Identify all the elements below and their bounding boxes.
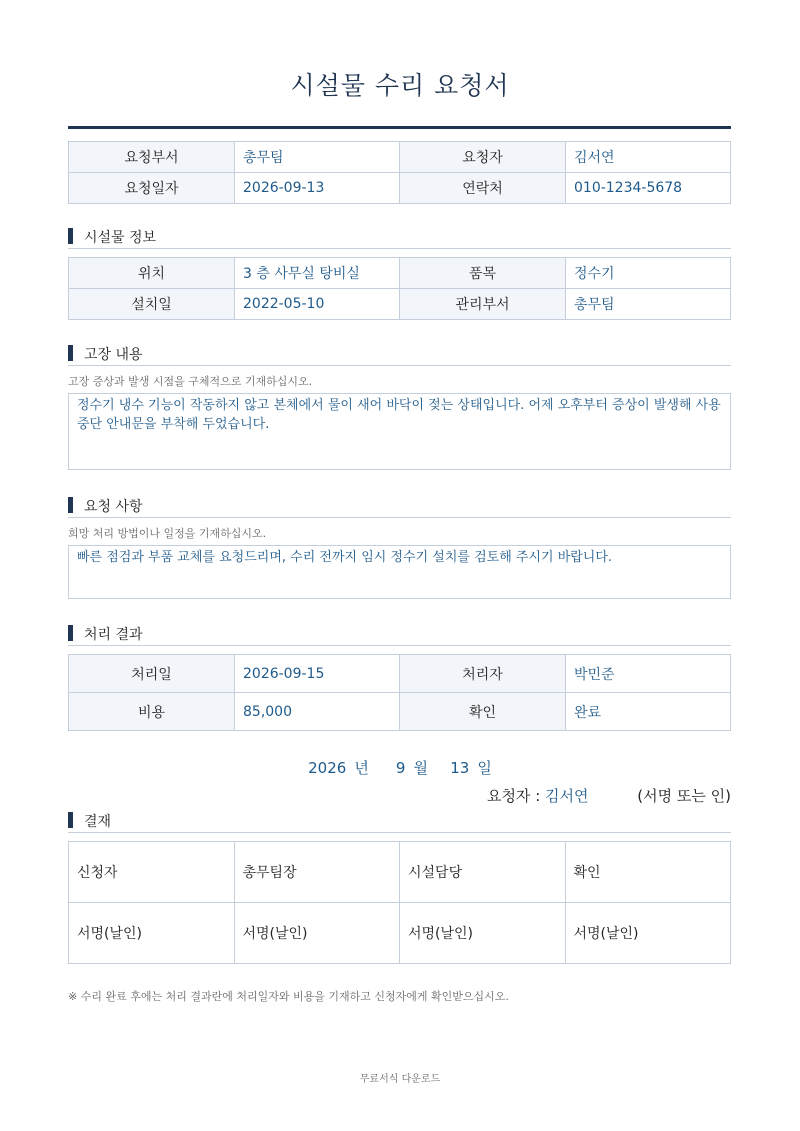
contact-value[interactable]: 010-1234-5678 — [566, 173, 731, 204]
issue-section-title: 고장 내용 — [84, 347, 143, 363]
approval-col-confirm: 확인 — [565, 842, 731, 903]
sign-cell-applicant[interactable]: 서명(날인) — [69, 903, 235, 964]
date-day-unit: 일 — [477, 759, 492, 777]
dept-label: 요청부서 — [69, 142, 235, 173]
completion-note: ※ 수리 완료 후에는 처리 결과란에 처리일자와 비용을 기재하고 신청자에게 확인받으십시오. — [68, 990, 509, 1003]
request-textarea[interactable]: 빠른 점검과 부품 교체를 요청드리며, 수리 전까지 임시 정수기 설치를 검토해 주시기 바랍니다. — [68, 545, 731, 599]
table-row — [69, 173, 731, 204]
result-section-title: 처리 결과 — [84, 627, 143, 643]
request-section-title: 요청 사항 — [84, 499, 143, 515]
requester-value[interactable]: 김서연 — [566, 142, 731, 173]
facility-section-header — [68, 228, 731, 249]
approval-section-header — [68, 812, 731, 833]
item-label: 품목 — [400, 258, 566, 289]
install-date-value[interactable]: 2022-05-10 — [235, 289, 400, 320]
result-section-header — [68, 625, 731, 646]
sign-cell-team-lead[interactable]: 서명(날인) — [234, 903, 400, 964]
contact-label: 연락처 — [400, 173, 566, 204]
signing-date — [0, 757, 800, 778]
section-marker — [68, 497, 73, 513]
request-section-header — [68, 497, 731, 518]
section-marker — [68, 812, 73, 828]
process-date-label: 처리일 — [69, 655, 235, 693]
cost-value[interactable]: 85,000 — [235, 693, 400, 731]
location-label: 위치 — [69, 258, 235, 289]
cost-label: 비용 — [69, 693, 235, 731]
request-hint: 희망 처리 방법이나 일정을 기재하십시오. — [68, 527, 267, 540]
table-row — [69, 655, 731, 693]
approval-col-team-lead: 총무팀장 — [234, 842, 400, 903]
date-year[interactable]: 2026 — [308, 759, 347, 777]
approval-col-facility: 시설담당 — [400, 842, 566, 903]
facility-info-table — [68, 257, 731, 320]
sign-cell-confirm[interactable]: 서명(날인) — [565, 903, 731, 964]
issue-hint: 고장 증상과 발생 시점을 구체적으로 기재하십시오. — [68, 375, 313, 388]
table-row — [69, 842, 731, 903]
manager-dept-label: 관리부서 — [400, 289, 566, 320]
location-value[interactable]: 3 층 사무실 탕비실 — [235, 258, 400, 289]
table-row — [69, 142, 731, 173]
item-value[interactable]: 정수기 — [566, 258, 731, 289]
section-marker — [68, 625, 73, 641]
title-divider — [68, 126, 731, 129]
table-row — [69, 289, 731, 320]
handler-value[interactable]: 박민준 — [566, 655, 731, 693]
date-month[interactable]: 9 — [395, 759, 406, 777]
section-marker — [68, 228, 73, 244]
requester-label: 요청자 — [400, 142, 566, 173]
request-date-label: 요청일자 — [69, 173, 235, 204]
request-date-value[interactable]: 2026-09-13 — [235, 173, 400, 204]
dept-value[interactable]: 총무팀 — [235, 142, 400, 173]
requester-line-name[interactable]: 김서연 — [545, 787, 589, 805]
sign-cell-facility[interactable]: 서명(날인) — [400, 903, 566, 964]
section-marker — [68, 345, 73, 361]
result-table — [68, 654, 731, 731]
requester-line-label: 요청자 : — [486, 787, 541, 805]
approval-table — [68, 841, 731, 964]
process-date-value[interactable]: 2026-09-15 — [235, 655, 400, 693]
table-row — [69, 258, 731, 289]
issue-textarea[interactable]: 정수기 냉수 기능이 작동하지 않고 본체에서 물이 새어 바닥이 젖는 상태입니다. 어제 오후부터 증상이 발생해 사용 중단 안내문을 부착해 두었습니다. — [68, 393, 731, 470]
request-info-table — [68, 141, 731, 204]
table-row — [69, 693, 731, 731]
date-year-unit: 년 — [354, 759, 369, 777]
confirm-label: 확인 — [400, 693, 566, 731]
table-row — [69, 903, 731, 964]
issue-section-header — [68, 345, 731, 366]
install-date-label: 설치일 — [69, 289, 235, 320]
handler-label: 처리자 — [400, 655, 566, 693]
signature-placeholder: (서명 또는 인) — [637, 787, 731, 805]
approval-col-applicant: 신청자 — [69, 842, 235, 903]
approval-section-title: 결재 — [84, 814, 112, 830]
date-day[interactable]: 13 — [450, 759, 470, 777]
requester-signature-line — [487, 785, 731, 806]
footer-text: 무료서식 다운로드 — [359, 1074, 441, 1085]
confirm-value[interactable]: 완료 — [566, 693, 731, 731]
facility-section-title: 시설물 정보 — [84, 230, 157, 246]
page-title: 시설물 수리 요청서 — [290, 71, 510, 100]
manager-dept-value[interactable]: 총무팀 — [566, 289, 731, 320]
date-month-unit: 월 — [413, 759, 428, 777]
